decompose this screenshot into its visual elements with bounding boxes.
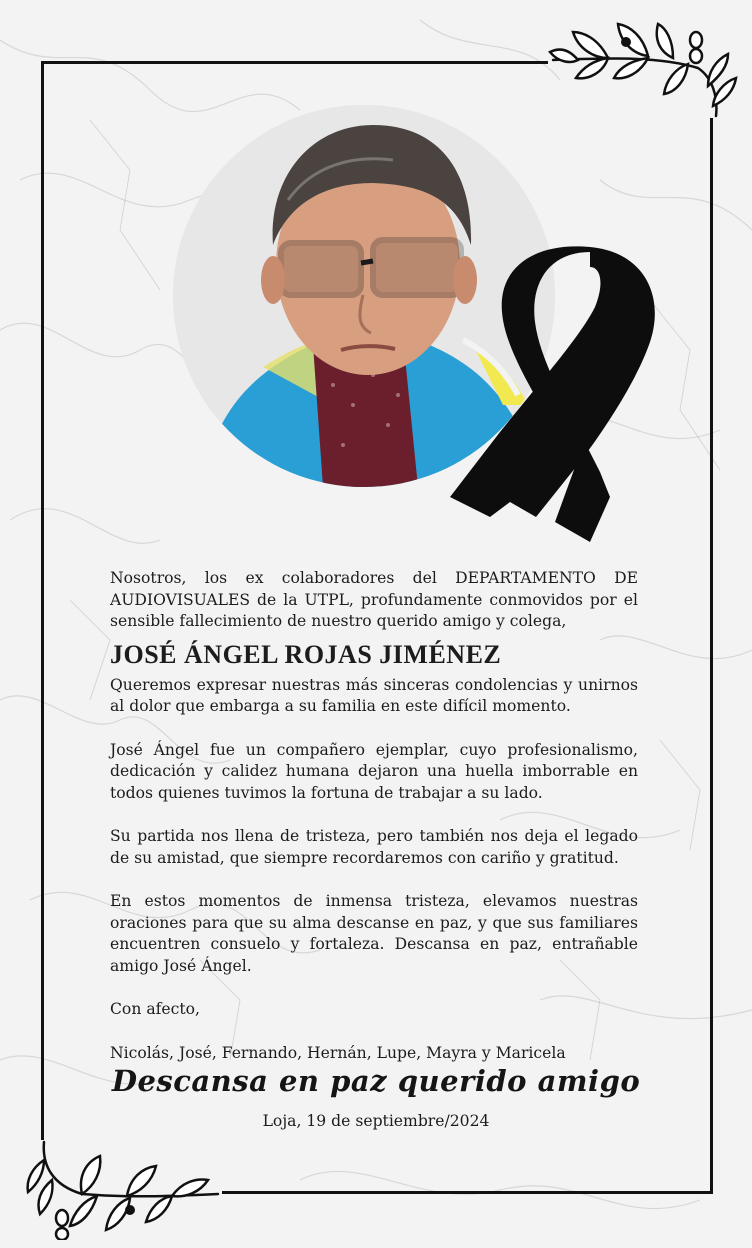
closing-phrase: Descansa en paz querido amigo [111,1064,641,1098]
paragraph-tribute: José Ángel fue un compañero ejemplar, cuyo profesionalismo, dedicación y calidez humana dejaron una huella imborrable en todos quienes tuvimos la fortuna de trabajar a su lado. [110,740,638,802]
laurel-branch-icon [548,18,738,118]
place-date: Loja, 19 de septiembre/2024 [262,1112,490,1130]
signatories: Nicolás, José, Fernando, Hernán, Lupe, Mayra y Maricela [110,1043,566,1062]
deceased-name: JOSÉ ÁNGEL ROJAS JIMÉNEZ [110,639,502,669]
laurel-branch-icon [22,1140,222,1240]
condolence-text [110,568,638,1064]
paragraph-prayers: En estos momentos de inmensa tristeza, elevamos nuestras oraciones para que su alma descanse en paz, y que sus familiares encuentren consuelo y fortaleza. Descansa en paz, entrañable amigo José Ángel. [110,892,638,975]
mourning-ribbon-icon [440,242,660,552]
signoff: Con afecto, [110,1000,200,1018]
paragraph-condolences: Queremos expresar nuestras más sinceras condolencias y unirnos al dolor que embarga a su familia en este difícil momento. [110,675,638,715]
intro-paragraph: Nosotros, los ex colaboradores del DEPARTAMENTO DE AUDIOVISUALES de la UTPL, profundamente conmovidos por el sensible fallecimiento de nuestro querido amigo y colega, [110,569,638,630]
paragraph-legacy: Su partida nos llena de tristeza, pero también nos deja el legado de su amistad, que siempre recordaremos con cariño y gratitud. [110,827,638,867]
